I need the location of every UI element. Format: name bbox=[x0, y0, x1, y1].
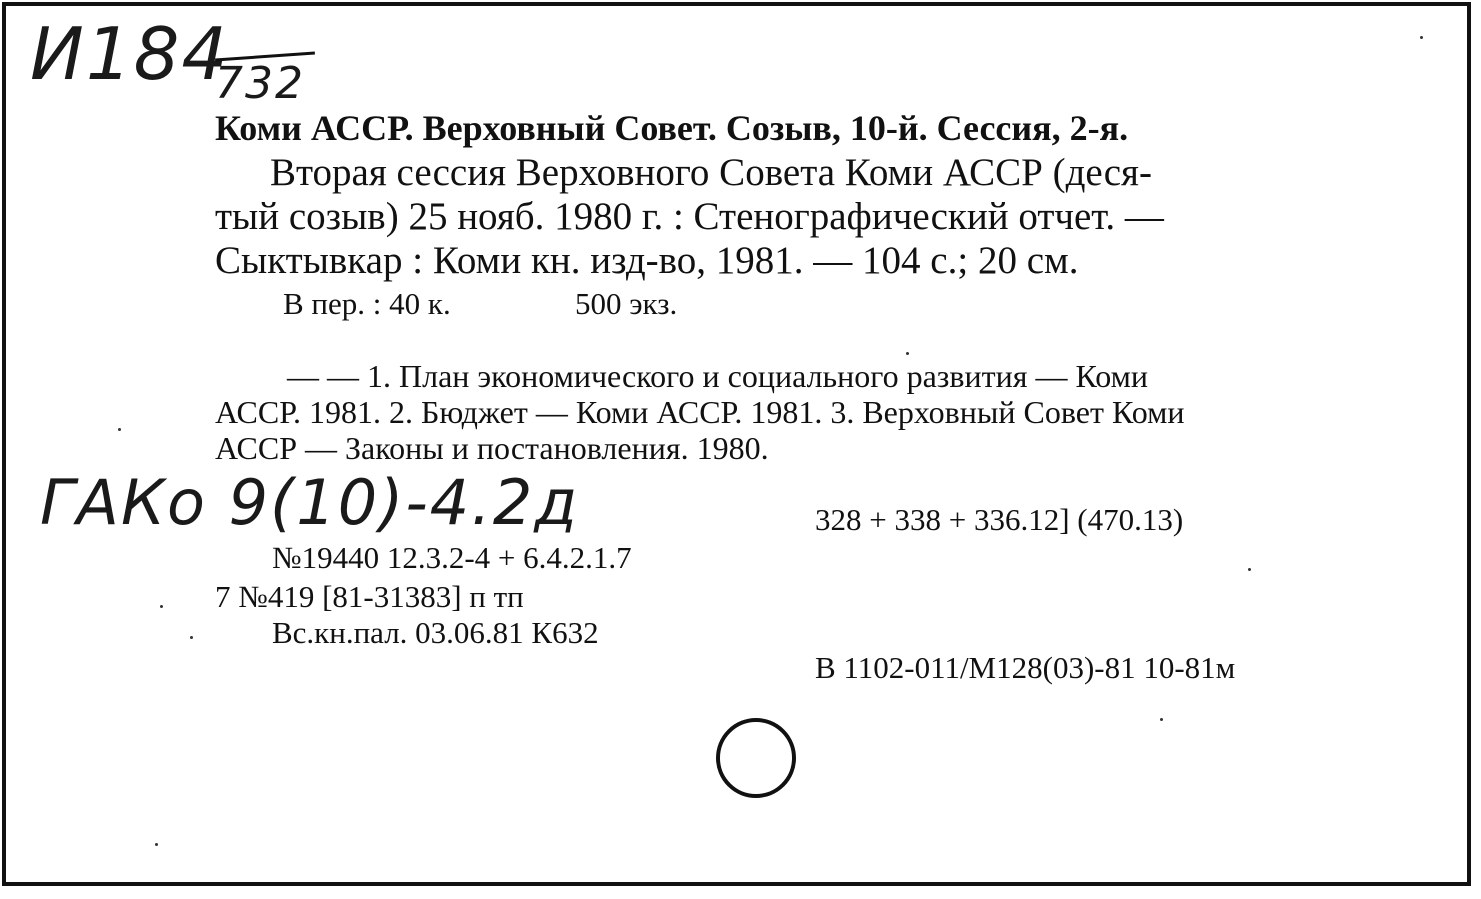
handwritten-call-number-fraction: 732 bbox=[215, 58, 305, 109]
description-line-1: Вторая сессия Верховного Совета Коми АССР (деся- bbox=[270, 151, 1152, 194]
card-heading: Коми АССР. Верховный Совет. Созыв, 10-й. Сессия, 2-я. bbox=[215, 108, 1129, 148]
binding-price: В пер. : 40 к. bbox=[283, 286, 451, 321]
description-line-3: Сыктывкар : Коми кн. изд-во, 1981. — 104 с.; 20 см. bbox=[215, 239, 1079, 282]
classification-index: 328 + 338 + 336.12] (470.13) bbox=[815, 502, 1184, 537]
speck bbox=[190, 636, 193, 639]
registration-number-line: №19440 12.3.2-4 + 6.4.2.1.7 bbox=[272, 540, 632, 575]
speck bbox=[906, 352, 909, 355]
book-chamber-line: Вс.кн.пал. 03.06.81 К632 bbox=[272, 615, 599, 650]
handwritten-archive-note: ГАКо 9(10)-4.2д bbox=[40, 466, 580, 539]
subjects-line-1: — — 1. План экономического и социального развития — Коми bbox=[287, 358, 1148, 394]
speck bbox=[1420, 36, 1423, 39]
subjects-line-2: АССР. 1981. 2. Бюджет — Коми АССР. 1981. 3. Верховный Совет Коми bbox=[215, 394, 1185, 430]
order-line: 7 №419 [81-31383] п тп bbox=[215, 579, 524, 614]
speck bbox=[1160, 718, 1163, 721]
handwritten-call-number: И184 bbox=[30, 12, 230, 96]
speck bbox=[160, 605, 163, 608]
speck bbox=[1248, 568, 1251, 571]
description-line-2: тый созыв) 25 нояб. 1980 г. : Стенографический отчет. — bbox=[215, 195, 1164, 238]
speck bbox=[118, 428, 121, 431]
publisher-code-line: В 1102-011/М128(03)-81 10-81м bbox=[815, 650, 1236, 685]
subjects-line-3: АССР — Законы и постановления. 1980. bbox=[215, 430, 769, 466]
print-run: 500 экз. bbox=[575, 286, 678, 321]
speck bbox=[155, 843, 158, 846]
punch-hole bbox=[716, 718, 796, 798]
